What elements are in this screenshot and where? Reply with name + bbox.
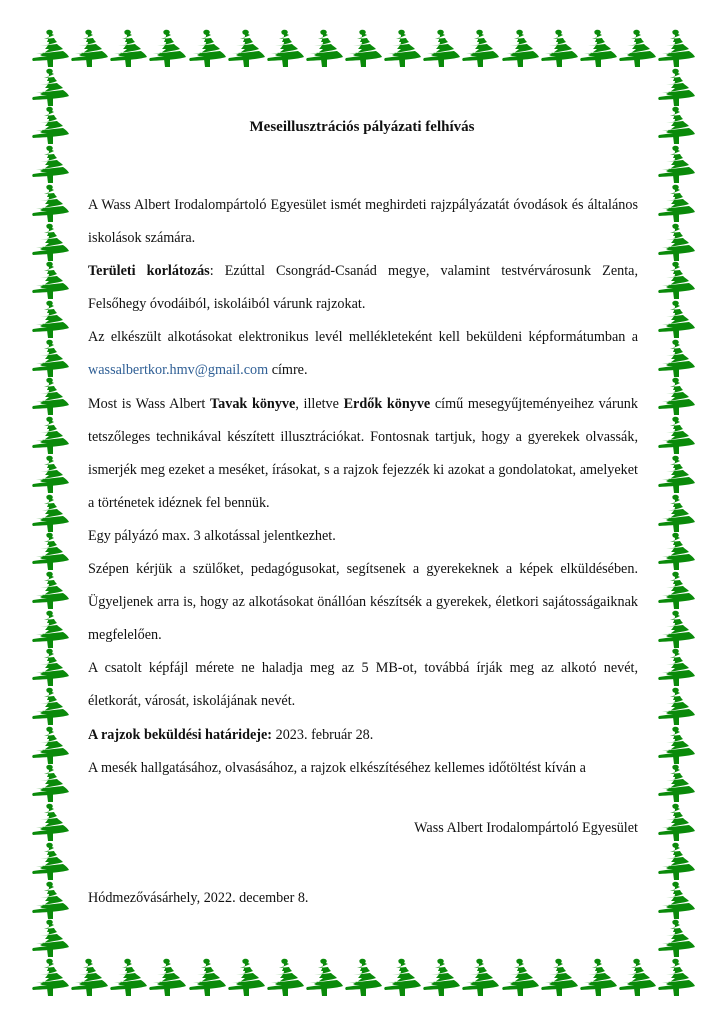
tree-icon <box>30 648 70 686</box>
tree-icon <box>656 610 696 648</box>
document-body <box>88 189 638 785</box>
tree-icon <box>656 919 696 957</box>
place-date: Hódmezővásárhely, 2022. december 8. <box>88 890 309 906</box>
tree-icon <box>30 261 70 299</box>
paragraph-closing: A mesék hallgatásához, olvasásához, a rajzok elkészítéséhez kellemes időtöltést kíván a <box>88 759 586 776</box>
paragraph-submission <box>88 321 638 387</box>
tree-icon <box>460 29 500 67</box>
books-text-b: , illetve <box>295 395 344 412</box>
tree-icon <box>30 803 70 841</box>
tree-icon <box>617 29 657 67</box>
tree-icon <box>69 29 109 67</box>
deadline-date: 2023. február 28. <box>272 726 374 743</box>
submission-end: címre. <box>268 362 308 379</box>
tree-icon <box>421 29 461 67</box>
tree-icon <box>656 958 696 996</box>
paragraph-intro: A Wass Albert Irodalompártoló Egyesület ismét meghirdeti rajzpályázatát óvodások és általános iskolások számára. <box>88 197 638 247</box>
tree-icon <box>539 29 579 67</box>
tree-icon <box>265 958 305 996</box>
tree-icon <box>656 532 696 570</box>
tree-icon <box>30 68 70 106</box>
territory-label: Területi korlátozás <box>88 263 210 280</box>
tree-icon <box>382 29 422 67</box>
document-title: Meseillusztrációs pályázati felhívás <box>249 119 475 135</box>
tree-icon <box>500 958 540 996</box>
tree-icon <box>30 339 70 377</box>
deadline-label: A rajzok beküldési határideje: <box>88 726 273 743</box>
tree-icon <box>30 223 70 261</box>
tree-icon <box>147 958 187 996</box>
tree-icon <box>30 29 70 67</box>
tree-icon <box>656 842 696 880</box>
tree-icon <box>656 377 696 415</box>
tree-icon <box>30 764 70 802</box>
tree-icon <box>30 842 70 880</box>
tree-icon <box>343 29 383 67</box>
books-text-c: című mesegyűjteményeihez várunk tetszőleges technikával készített illusztrációkat. Fontosnak tartjuk, hogy a gyerekek olvassák, ismerjék meg ezeket a meséket, írásokat, s a rajzok fejezzék ki azokat a gondolatokat, amelyeket a történetek idéznek fel bennük. <box>88 395 638 511</box>
book-title-2: Erdők könyve <box>343 395 431 412</box>
tree-icon <box>656 300 696 338</box>
tree-icon <box>304 29 344 67</box>
tree-icon <box>226 958 266 996</box>
tree-icon <box>30 919 70 957</box>
tree-icon <box>578 958 618 996</box>
tree-icon <box>343 958 383 996</box>
tree-icon <box>304 958 344 996</box>
tree-icon <box>656 455 696 493</box>
tree-icon <box>30 881 70 919</box>
tree-icon <box>187 958 227 996</box>
tree-icon <box>656 68 696 106</box>
tree-icon <box>460 958 500 996</box>
tree-icon <box>108 958 148 996</box>
tree-icon <box>30 184 70 222</box>
tree-icon <box>656 261 696 299</box>
tree-icon <box>30 494 70 532</box>
tree-icon <box>382 958 422 996</box>
paragraph-books <box>88 388 638 520</box>
tree-icon <box>656 571 696 609</box>
tree-icon <box>30 532 70 570</box>
paragraph-deadline <box>88 719 638 752</box>
tree-icon <box>656 339 696 377</box>
tree-icon <box>656 687 696 725</box>
tree-icon <box>108 29 148 67</box>
tree-icon <box>656 881 696 919</box>
tree-icon <box>30 571 70 609</box>
paragraph-limit: Egy pályázó max. 3 alkotással jelentkezhet. <box>88 527 336 544</box>
tree-icon <box>656 494 696 532</box>
tree-icon <box>578 29 618 67</box>
territory-text: : Ezúttal Csongrád-Csanád megye, valamint testvérvárosunk Zenta, Felsőhegy óvodáiból, iskoláiból várunk rajzokat. <box>88 263 638 313</box>
tree-icon <box>656 764 696 802</box>
tree-icon <box>30 726 70 764</box>
tree-icon <box>30 145 70 183</box>
submission-text: Az elkészült alkotásokat elektronikus levél mellékleteként kell beküldeni képformátumban a <box>88 329 638 346</box>
tree-icon <box>30 958 70 996</box>
books-text-a: Most is Wass Albert <box>88 395 210 412</box>
tree-icon <box>656 29 696 67</box>
tree-icon <box>30 610 70 648</box>
tree-icon <box>265 29 305 67</box>
tree-icon <box>69 958 109 996</box>
book-title-1: Tavak könyve <box>209 395 296 412</box>
signature: Wass Albert Irodalompártoló Egyesület <box>414 820 638 836</box>
paragraph-request: Szépen kérjük a szülőket, pedagógusokat, segítsenek a gyerekeknek a képek elküldésében. Ügyeljenek arra is, hogy az alkotásokat önállóan készítsék a gyerekek, életkori sajátosságaiknak megfelelően. <box>88 561 638 644</box>
tree-icon <box>147 29 187 67</box>
paragraph-territory <box>88 255 638 321</box>
email-link[interactable]: wassalbertkor.hmv@gmail.com <box>88 362 269 379</box>
tree-icon <box>30 416 70 454</box>
tree-icon <box>656 803 696 841</box>
tree-icon <box>656 416 696 454</box>
tree-icon <box>30 687 70 725</box>
tree-icon <box>617 958 657 996</box>
tree-icon <box>30 300 70 338</box>
tree-icon <box>421 958 461 996</box>
tree-icon <box>30 377 70 415</box>
tree-icon <box>656 223 696 261</box>
tree-icon <box>656 145 696 183</box>
tree-icon <box>500 29 540 67</box>
tree-icon <box>187 29 227 67</box>
tree-icon <box>656 184 696 222</box>
tree-icon <box>656 648 696 686</box>
tree-icon <box>226 29 266 67</box>
tree-icon <box>539 958 579 996</box>
paragraph-file: A csatolt képfájl mérete ne haladja meg az 5 MB-ot, továbbá írják meg az alkotó nevét, életkorát, városát, iskolájának nevét. <box>88 660 638 710</box>
tree-icon <box>656 726 696 764</box>
tree-icon <box>30 455 70 493</box>
